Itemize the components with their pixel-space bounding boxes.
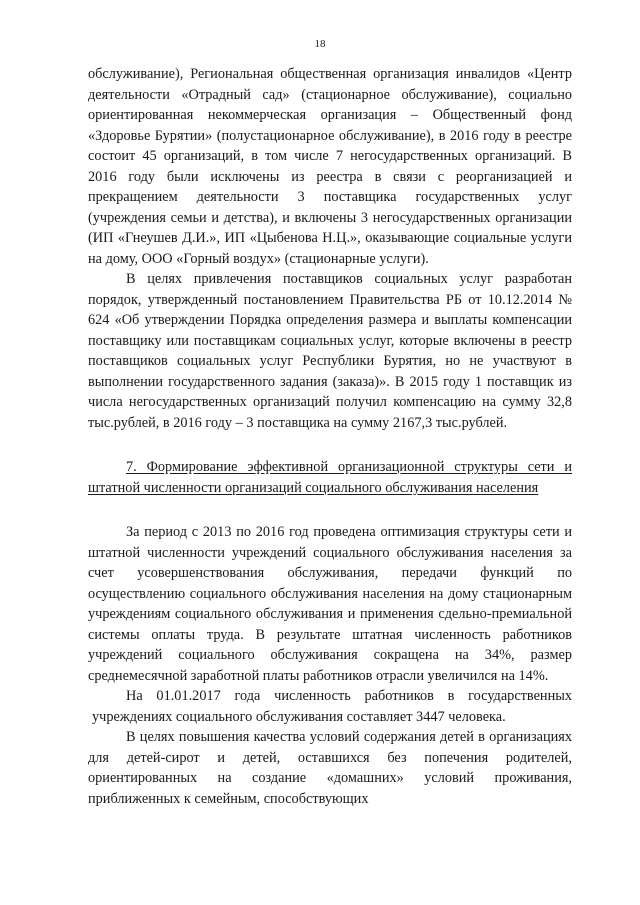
- page-number: 18: [314, 38, 326, 50]
- paragraph-staff-count: На 01.01.2017 года численность работников в государственных учреждениях социального обслуживания составляет 3447 человека.: [92, 688, 572, 725]
- paragraph-compensation-procedure: В целях привлечения поставщиков социальных услуг разработан порядок, утвержденный постановлением Правительства РБ от 10.12.2014 № 624 «Об утверждении Порядка определения размера и выплаты компенсации поставщику или поставщикам социальных услуг, которые включены в реестр поставщиков социальных услуг Республики Бурятия, но не участвуют в выполнении государственного задания (заказа)». В 2015 году 1 поставщик из числа негосударственных организаций получил компенсацию на сумму 32,8 тыс.рублей, в 2016 году – 3 поставщика на сумму 2167,3 тыс.рублей.: [88, 271, 572, 431]
- paragraph-orphan-care: В целях повышения качества условий содержания детей в организациях для детей-сирот и детей, оставшихся без попечения родителей, ориентированных на создание «домашних» условий проживания, приближенных к семейным, способствующих: [88, 729, 572, 807]
- section-heading: 7. Формирование эффективной организационной структуры сети и штатной численности организаций социального обслуживания населения: [88, 459, 572, 496]
- spacer: [88, 433, 572, 457]
- paragraph-registry-organizations: обслуживание), Региональная общественная организация инвалидов «Центр деятельности «Отрадный сад» (стационарное обслуживание), социально ориентированная некоммерческая организация – Общественный фонд «Здоровье Бурятии» (полустационарное обслуживание), в 2016 году в реестре состоит 45 организаций, в том числе 7 негосударственных организаций. В 2016 году были исключены из реестра в связи с реорганизацией и прекращением деятельности 3 поставщика государственных услуг (учреждения семьи и детства), и включены 3 негосударственных организации (ИП «Гнеушев Д.И.», ИП «Цыбенова Н.Ц.», оказывающие социальные услуги на дому, ООО «Горный воздух» (стационарные услуги).: [88, 66, 572, 267]
- paragraph-optimization: За период с 2013 по 2016 год проведена оптимизация структуры сети и штатной численности учреждений социального обслуживания населения за счет усовершенствования обслуживания, передачи функций по осуществлению социального обслуживания населения на дому стационарным учреждениям социального обслуживания и применения сдельно-премиальной системы оплаты труда. В результате штатная численность работников учреждений социального обслуживания сокращена на 34%, размер среднемесячной заработной платы работников отрасли увеличился на 14%.: [88, 524, 572, 684]
- spacer: [88, 498, 572, 522]
- page-body: [88, 64, 572, 809]
